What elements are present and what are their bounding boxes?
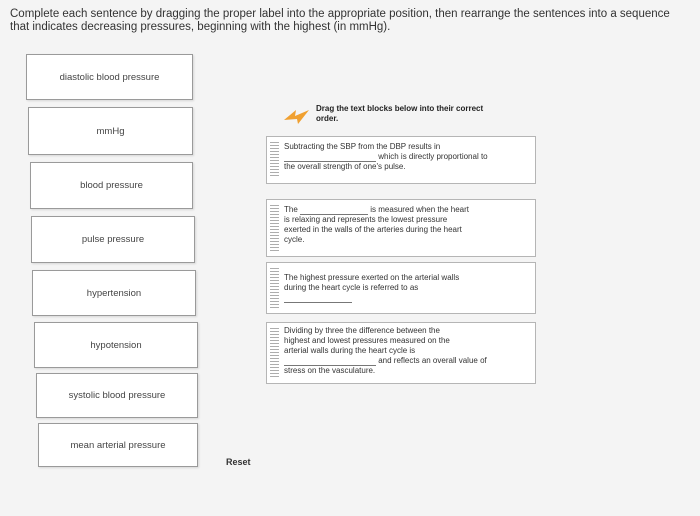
sentence-block-3[interactable] [266,262,536,314]
label-systolic-blood-pressure[interactable]: systolic blood pressure [36,373,198,418]
drag-handle-icon[interactable] [270,205,279,251]
drag-instructions-text: Drag the text blocks below into their correct order. [316,104,484,123]
sentence-text: Dividing by three the difference between the highest and lowest pressures measured on the arterial walls during the heart cycle is and reflects an overall value of stress on the vasculature. [284,326,487,375]
label-pulse-pressure[interactable]: pulse pressure [31,216,195,263]
sentence-text: The is measured when the heart is relaxing and represents the lowest pressure exerted in the walls of the arteries during the heart cycle. [284,205,469,244]
label-mmhg[interactable]: mmHg [28,107,193,155]
drop-target[interactable] [284,294,352,303]
label-hypertension[interactable]: hypertension [32,270,196,316]
drag-handle-icon[interactable] [270,268,279,308]
drag-instructions [282,102,682,128]
sentence-block-1[interactable] [266,136,536,184]
drop-target[interactable] [300,206,368,215]
instructions-text: Complete each sentence by dragging the proper label into the appropriate position, then rearrange the sentences into a sequence that indicates decreasing pressures, beginning with the highest (in mmHg). [10,8,670,33]
drag-handle-icon[interactable] [270,142,279,178]
sentence-block-4[interactable] [266,322,536,384]
reset-button[interactable]: Reset [226,457,251,467]
sentence-text: Subtracting the SBP from the DBP results in which is directly proportional to the overall strength of one's pulse. [284,142,488,171]
arrow-icon [282,106,310,128]
label-diastolic-blood-pressure[interactable]: diastolic blood pressure [26,54,193,100]
label-blood-pressure[interactable]: blood pressure [30,162,193,209]
drop-target[interactable] [284,357,376,366]
sentence-block-2[interactable] [266,199,536,257]
drop-target[interactable] [284,153,376,162]
drag-handle-icon[interactable] [270,328,279,378]
label-mean-arterial-pressure[interactable]: mean arterial pressure [38,423,198,467]
label-hypotension[interactable]: hypotension [34,322,198,368]
sentence-text: The highest pressure exerted on the arterial walls during the heart cycle is referred to as [282,263,465,313]
